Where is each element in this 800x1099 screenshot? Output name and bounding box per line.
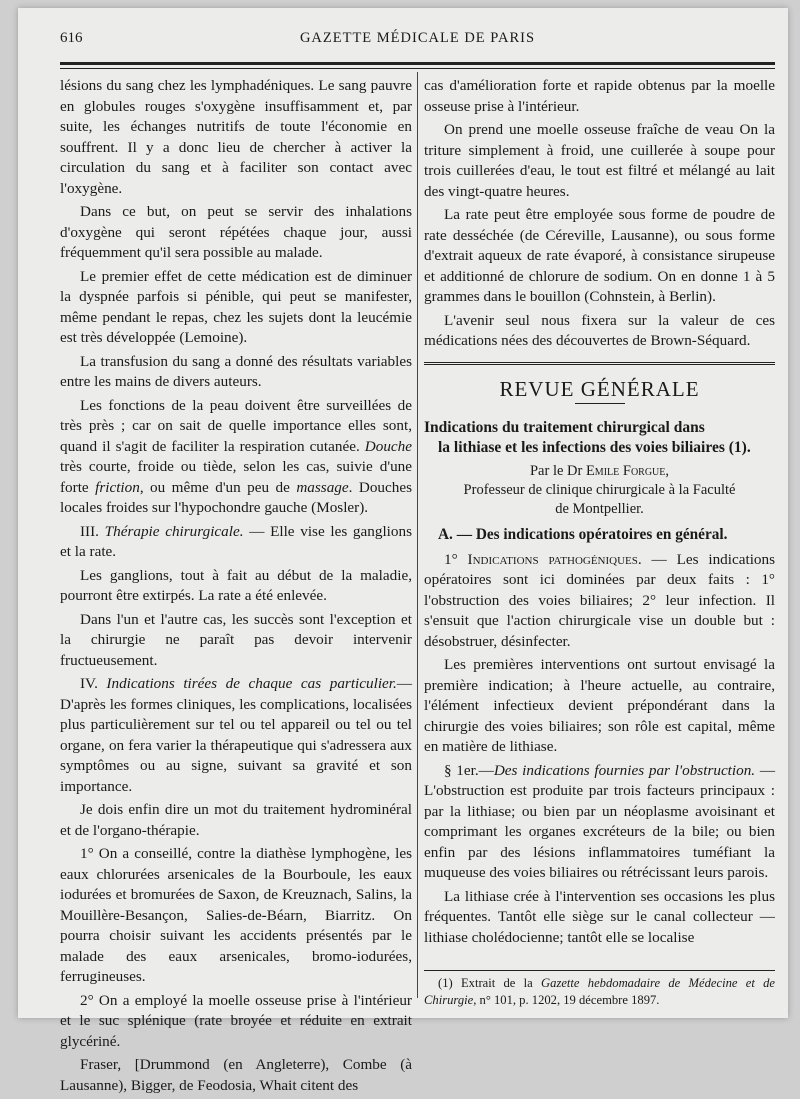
right-column bbox=[424, 76, 775, 1009]
paragraph: § 1er.—Des indications fournies par l'obstruction. — L'obstruction est produite par trois facteurs principaux : par la lithiase; ou bien par un néoplasme avoisinant et comprimant les organes excréteurs de la bile; ou bien enfin par des lésions inflammatoires tuméfiant la muqueuse des voies biliaires ou rétrécissant leurs parois. bbox=[424, 761, 775, 881]
footnote-rule bbox=[424, 970, 775, 971]
paragraph: Dans l'un et l'autre cas, les succès sont l'exception et la chirurgie ne paraît pas devoir intervenir fructueusement. bbox=[60, 610, 412, 669]
paragraph: lésions du sang chez les lymphadéniques. Le sang pauvre en globules rouges s'oxygène insuffisamment et, par suite, les échanges nutritifs de toute l'économie en souffrent. Il y a donc lieu de chercher à activer la circulation du sang et à faciliter son contact avec l'oxygène. bbox=[60, 77, 412, 197]
paragraph: Les fonctions de la peau doivent être surveillées de très près ; car on sait de quelle importance elles sont, quand il s'agit de faciliter la respiration cutanée. Douche très courte, froide ou tiède, selon les cas, suivie d'une forte friction, ou même d'un peu de massage. Douches locales froides sur l'hypochondre gauche (Mosler). bbox=[60, 396, 412, 516]
paragraph: Les ganglions, tout à fait au début de la maladie, pourront être extirpés. La rate a été enlevée. bbox=[60, 566, 412, 604]
paragraph: cas d'amélioration forte et rapide obtenus par la moelle osseuse prise à l'intérieur. bbox=[424, 77, 775, 115]
paragraph: La rate peut être employée sous forme de poudre de rate desséchée (de Céreville, Lausanne), ou sous forme d'extrait aqueux de rate évaporé, à consistance sirupeuse et additionné de chlorure de sodium. On en donne 1 à 5 grammes dans le bouillon (Cohnstein, à Berlin). bbox=[424, 206, 775, 305]
left-column bbox=[60, 76, 412, 1099]
paragraph: Je dois enfin dire un mot du traitement hydrominéral et de l'organo-thérapie. bbox=[60, 801, 412, 839]
paragraph: La lithiase crée à l'intervention ses occasions les plus fréquentes. Tantôt elle siège sur le canal collecteur — lithiase cholédocienne; tantôt elle se localise bbox=[424, 887, 775, 946]
page-header bbox=[60, 26, 775, 50]
article-title: Indications du traitement chirurgical dans la lithiase et les infections des voies biliaires (1). bbox=[424, 419, 751, 456]
paragraph: 2° On a employé la moelle osseuse prise à l'intérieur et le suc splénique (rate broyée et réduite en extrait glycériné. bbox=[60, 991, 412, 1050]
paragraph: IV. Indications tirées de chaque cas particulier.— D'après les formes cliniques, les complications, localisées plus particulièrement sur tel ou tel appareil ou tel ou tel organe, on fera varier la thérapeutique qui s'adressera aux symptômes ou au signe, suivant sa gravité et son importance. bbox=[60, 675, 412, 795]
journal-title: GAZETTE MÉDICALE DE PARIS bbox=[299, 30, 536, 46]
author-role: de Montpellier. bbox=[555, 501, 644, 517]
paragraph: La transfusion du sang a donné des résultats variables entre les mains de divers auteurs. bbox=[60, 352, 412, 390]
subheading: A. — Des indications opératoires en général. bbox=[438, 526, 728, 543]
author-line: Par le Dr Emile Forgue, bbox=[529, 463, 670, 479]
paragraph: L'avenir seul nous fixera sur la valeur de ces médications nées des découvertes de Brown-Séquard. bbox=[424, 311, 775, 349]
paragraph: Les premières interventions ont surtout envisagé la première indication; à l'heure actuelle, au contraire, l'élément infectieux devient prépondérant dans la chirurgie des voies biliaires; son rôle est capital, même en matière de lithiase. bbox=[424, 656, 775, 755]
header-rule-thin bbox=[60, 68, 775, 69]
title-underline bbox=[575, 403, 625, 404]
column-divider bbox=[417, 72, 418, 998]
paragraph: 1° Indications pathogéniques. — Les indications opératoires sont ici dominées par deux faits : 1° l'obstruction des voies biliaires; 2° leur infection. Il s'ensuit que l'action chirurgicale vise un double but : désobstruer, désinfecter. bbox=[424, 550, 776, 650]
page-number: 616 bbox=[60, 30, 83, 46]
author-role: Professeur de clinique chirurgicale à la Faculté bbox=[463, 482, 736, 498]
paragraph: III. Thérapie chirurgicale. — Elle vise les ganglions et la rate. bbox=[60, 522, 412, 560]
footnote: (1) Extrait de la Gazette hebdomadaire de Médecine et de Chirurgie, n° 101, p. 1202, 19 décembre 1897. bbox=[424, 976, 775, 1007]
paragraph: On prend une moelle osseuse fraîche de veau On la triture simplement à froid, une cuillerée à soupe pour trois cuillerées d'eau, le tout est filtré et mélangé au lait des vingt-quatre heures. bbox=[424, 121, 775, 200]
section-separator bbox=[424, 362, 775, 365]
paragraph: 1° On a conseillé, contre la diathèse lymphogène, les eaux chlorurées arsenicales de la Bourboule, les eaux iodurées et bromurées de Saxon, de Kreuznach, Salins, la Mouillère-Besançon, Salies-de-Béarn, Biarritz. On pourra choisir suivant les accidents présentés par le malade des eaux arsenicales, bromo-iodurées, ferrugineuses. bbox=[60, 845, 412, 985]
section-title: REVUE GÉNÉRALE bbox=[499, 376, 700, 401]
header-rule bbox=[60, 62, 775, 65]
paragraph: Dans ce but, on peut se servir des inhalations d'oxygène qui seront répétées chaque jour, aussi fréquemment qu'il sera possible au malade. bbox=[60, 203, 412, 261]
paragraph: Fraser, [Drummond (en Angleterre), Combe (à Lausanne), Bigger, de Feodosia, Whait citent des bbox=[60, 1056, 412, 1094]
paragraph: Le premier effet de cette médication est de diminuer la dyspnée parfois si pénible, qui peut se manifester, même pendant le repas, chez les sujets dont la leucémie est très développée (Lemoine). bbox=[60, 267, 412, 346]
